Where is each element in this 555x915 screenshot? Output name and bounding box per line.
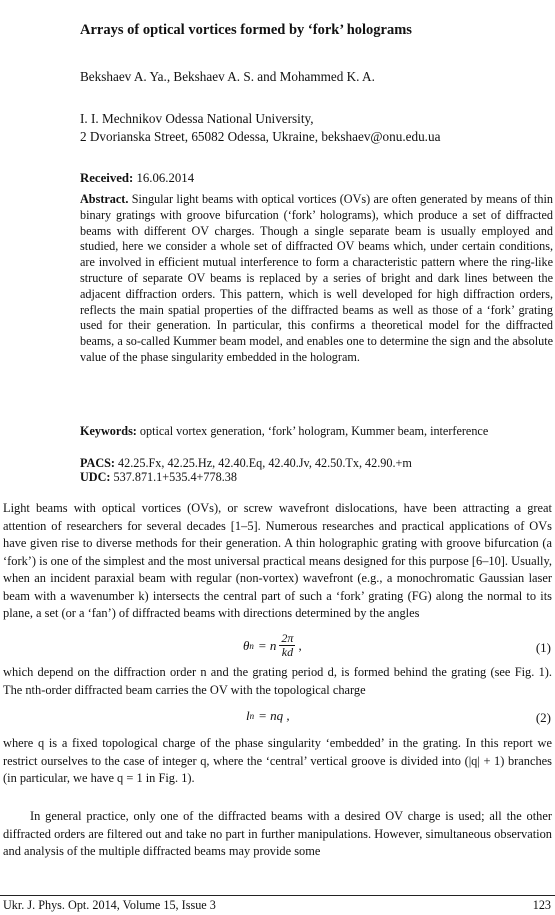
eq2-lhs: l bbox=[246, 708, 250, 723]
udc-line bbox=[80, 470, 412, 484]
paper-title: Arrays of optical vortices formed by ‘fork’ holograms bbox=[80, 22, 412, 38]
journal-citation: Ukr. J. Phys. Opt. 2014, Volume 15, Issue 3 bbox=[3, 898, 216, 912]
received-label: Received: bbox=[80, 171, 134, 185]
abstract-label: Abstract. bbox=[80, 192, 129, 206]
classification-codes bbox=[80, 456, 412, 485]
equation-2 bbox=[0, 702, 555, 732]
abstract bbox=[80, 192, 553, 366]
eq2-rhs: = nq , bbox=[258, 708, 290, 723]
udc-label: UDC: bbox=[80, 470, 111, 485]
equation-1-number: (1) bbox=[535, 640, 551, 655]
keywords-text: optical vortex generation, ‘fork’ hologram, Kummer beam, interference bbox=[139, 424, 489, 438]
affiliation-line: I. I. Mechnikov Odessa National University, bbox=[80, 111, 314, 126]
received-date bbox=[80, 171, 194, 186]
page-number: 123 bbox=[532, 898, 551, 912]
eq2-subscript: n bbox=[249, 711, 255, 721]
eq1-tail: , bbox=[298, 637, 302, 653]
body-paragraph-2: which depend on the diffraction order n and the grating period d, is formed behind the grating (see Fig. 1). The nth-order diffracted beam carries the OV with the topological charge bbox=[3, 665, 552, 697]
affiliation bbox=[80, 110, 440, 146]
keywords-label: Keywords: bbox=[80, 424, 137, 438]
body-paragraph-3: where q is a fixed topological charge of the phase singularity ‘embedded’ in the grating. In this report we restrict ourselves to the case of integer q, where the ‘central’ vertical groove is divided into (|q| + 1) branches (in particular, we have q = 1 in Fig. 1). bbox=[3, 736, 552, 785]
author-list: Bekshaev A. Ya., Bekshaev A. S. and Mohammed K. A. bbox=[80, 69, 375, 84]
abstract-text: Singular light beams with optical vortices (OVs) are often generated by means of thin binary gratings with groove bifurcation (‘fork’ holograms), which produce a set of diffracted beams with different OV charges. Though a single separate beam is usually employed and studied, here we consider a whole set of diffracted OV beams which, under certain conditions, are involved in efficient mutual interference to form a characteristic pattern where the ring-like structure of separate OV beams is replaced by a series of bright and dark lines between the adjacent diffraction orders. This pattern, which is well developed for high diffraction orders, reflects the main spatial properties of the diffracted beams as well as those of a ‘fork’ grating used for their generation. In particular, this confirms a theoretical model for the diffracted beams, a so-called Kummer beam model, and enables one to determine the sign and the absolute value of the phase singularity embedded in the hologram. bbox=[80, 192, 554, 364]
body-paragraph-4: In general practice, only one of the diffracted beams with a desired OV charge is used; all the other diffracted orders are filtered out and take no part in further manipulations. However, simultaneous observation and analysis of the multiple diffracted beams may provide some bbox=[3, 809, 552, 858]
eq1-subscript: n bbox=[249, 640, 254, 651]
equation-2-body bbox=[246, 708, 290, 724]
body-paragraph-1: Light beams with optical vortices (OVs), or screw wavefront dislocations, have been attracting a great attention of researchers for several decades [1–5]. Numerous researches and practical applications of OVs have given rise to diverse methods for their generation. A thin holographic grating with groove bifurcation (a ‘fork’) is one of the simplest and the most universal practical means designed for this purpose [6–10]. Usually, when an incident paraxial beam with regular (non-vortex) wavefront (e.g., a monochromatic Gaussian laser beam with a wavenumber k) intersects the central part of such a ‘fork’ grating (FG) along the normal to its plane, a set (or a ‘fan’) of diffracted beams with directions determined by the angles bbox=[3, 501, 552, 620]
eq1-equals: = n bbox=[257, 637, 277, 653]
equation-1-body bbox=[243, 632, 302, 659]
equation-2-number: (2) bbox=[535, 710, 551, 725]
footer-divider bbox=[0, 895, 555, 896]
pacs-line bbox=[80, 456, 412, 470]
eq1-denominator: kd bbox=[281, 645, 294, 659]
received-value: 16.06.2014 bbox=[136, 171, 195, 185]
eq1-numerator: 2π bbox=[281, 631, 294, 645]
eq1-fraction bbox=[279, 632, 295, 659]
keywords bbox=[80, 424, 488, 439]
affiliation-address: 2 Dvorianska Street, 65082 Odessa, Ukraine, bekshaev@onu.edu.ua bbox=[80, 129, 441, 144]
pacs-label: PACS: bbox=[80, 456, 115, 470]
eq1-lhs: θ bbox=[243, 637, 250, 653]
equation-1 bbox=[0, 632, 555, 662]
pacs-codes: 42.25.Fx, 42.25.Hz, 42.40.Eq, 42.40.Jv, 42.50.Tx, 42.90.+m bbox=[118, 456, 412, 470]
udc-codes: 537.871.1+535.4+778.38 bbox=[113, 470, 237, 485]
